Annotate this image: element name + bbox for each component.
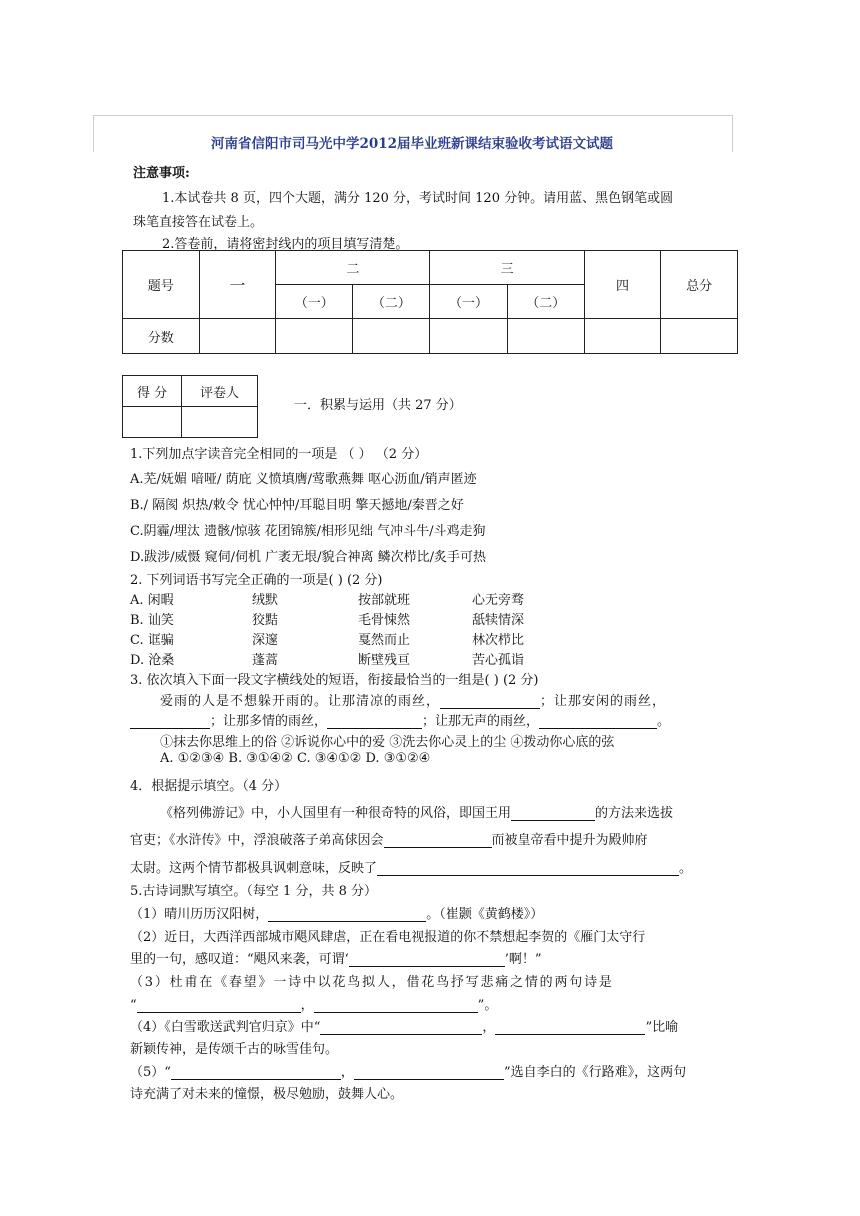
q1-option-d: D.跋涉/威慑 窥伺/伺机 广袤无垠/貌合神离 鳞次栉比/炙手可热 (130, 550, 487, 565)
q3-options: ①抹去你思维上的俗 ②诉说你心中的爱 ③洗去你心灵上的尘 ④拨动你心底的弦 (160, 735, 615, 750)
q2-c-2: 深邃 (252, 633, 279, 648)
grader-defen-label: 得 分 (123, 376, 182, 407)
q3-text-2a: ；让那多情的雨丝， (210, 714, 328, 729)
q2-b-4: 舐犊情深 (472, 613, 525, 628)
q5-p2-line-1: （2）近日，大西洋西部城市飓风肆虐，正在看电视报道的你不禁想起李贺的《雁门太守行 (130, 930, 646, 945)
cell-er-1: （一） (276, 285, 353, 319)
q5-blank-3[interactable] (137, 998, 301, 1013)
q1-option-c: C.阴霾/埋汰 遗骸/惊骇 花团锦簇/相形见绌 气冲斗牛/斗鸡走狗 (130, 524, 486, 539)
q4-text-1b: 的方法来选拔 (595, 806, 674, 821)
q5-stem: 5.古诗词默写填空。（每空 1 分，共 8 分） (130, 884, 377, 899)
q5-p5-text-a: （5）“ (130, 1065, 171, 1080)
q2-c-3: 戛然而止 (358, 633, 411, 648)
q5-p4-line-2: 新颖传神，是传颂千古的咏雪佳句。 (130, 1042, 339, 1057)
q2-stem: 2. 下列词语书写完全正确的一项是( ) (2 分) (130, 573, 383, 588)
cell-san: 三 (430, 251, 584, 285)
cell-zongfen: 总分 (661, 251, 738, 319)
q2-b-1: B. 讪笑 (130, 613, 174, 628)
q4-text-2b: 而被皇帝看中提升为殿帅府 (491, 833, 648, 848)
cell-er: 二 (276, 251, 430, 285)
q4-blank-3[interactable] (377, 861, 679, 876)
q3-blank-2[interactable] (130, 714, 210, 729)
q5-blank-2[interactable] (349, 952, 505, 967)
q5-p1-text-b: 。（崔颢《黄鹤楼》） (426, 907, 544, 922)
q2-d-4: 苦心孤诣 (472, 653, 525, 668)
q3-blank-4[interactable] (539, 714, 657, 729)
q5-p5-text-b: ， (340, 1065, 354, 1080)
q5-p3-line-2 (130, 994, 497, 1013)
q5-p5-line-2: 诗充满了对未来的憧憬，极尽勉励，鼓舞人心。 (130, 1087, 404, 1102)
q5-p4-text-c: ”比喻 (645, 1020, 679, 1035)
q4-text-1a: 《格列佛游记》中，小人国里有一种很奇特的风俗，即国王用 (160, 806, 512, 821)
q4-text-2a: 官吏；《水浒传》中，浮浪破落子弟高俅因会 (130, 833, 384, 848)
grader-table (122, 375, 258, 438)
cell-fenshu: 分数 (123, 319, 200, 354)
score-input-4[interactable] (584, 319, 661, 354)
q4-text-3a: 太尉。这两个情节都极具讽刺意味，反映了 (130, 861, 378, 876)
note-1a: 1.本试卷共 8 页，四个大题，满分 120 分，考试时间 120 分钟。请用蓝、黑色钢笔或圆 (162, 191, 674, 206)
q5-p5-text-c: ”选自李白的《行路难》，这两句 (503, 1065, 687, 1080)
q3-text-1b: ；让那安闲的雨丝， (540, 694, 667, 709)
q3-blank-3[interactable] (327, 714, 422, 729)
q5-blank-1[interactable] (268, 907, 426, 922)
q2-d-1: D. 沧桑 (130, 653, 175, 668)
q5-p3-text-b: “ (130, 998, 137, 1013)
cell-si: 四 (584, 251, 661, 319)
q5-p1 (130, 903, 543, 922)
section-1-heading: 一．积累与运用（共 27 分） (294, 398, 462, 413)
q5-p4-line-1 (130, 1016, 678, 1035)
q2-c-1: C. 诓骗 (130, 633, 174, 648)
q4-line-1 (160, 802, 673, 821)
score-input-1[interactable] (199, 319, 276, 354)
score-input-3a[interactable] (430, 319, 507, 354)
q5-p4-text-a: （4）《白雪歌送武判官归京》中“ (130, 1020, 321, 1035)
score-input-total[interactable] (661, 319, 738, 354)
q2-b-3: 毛骨悚然 (358, 613, 411, 628)
q4-line-2 (130, 829, 648, 848)
q5-p3-text-d: ”。 (477, 998, 498, 1013)
q5-blank-6[interactable] (495, 1020, 645, 1035)
cell-san-1: （一） (430, 285, 507, 319)
q3-text-1a: 爱雨的人是不想躲开雨的。让那清凉的雨丝， (160, 694, 441, 709)
score-input-2a[interactable] (276, 319, 353, 354)
q5-p2-text-b: 里的一句，感叹道：“飓风来袭，可谓‘ (130, 952, 349, 967)
q5-p2-text-c: ’啊！” (504, 952, 542, 967)
cell-er-2: （二） (353, 285, 430, 319)
q1-stem: 1.下列加点字读音完全相同的一项是 （ ） （2 分） (130, 447, 428, 462)
cell-yi: 一 (199, 251, 276, 319)
grader-name-input[interactable] (182, 407, 258, 438)
document-title: 河南省信阳市司马光中学2012届毕业班新课结束验收考试语文试题 (210, 136, 614, 152)
q2-a-3: 按部就班 (358, 593, 411, 608)
q5-blank-5[interactable] (320, 1020, 482, 1035)
q3-stem: 3. 依次填入下面一段文字横线处的短语，衔接最恰当的一组是( ) (2 分) (130, 673, 539, 688)
q5-p3-text-c: ， (300, 998, 314, 1013)
q5-blank-8[interactable] (354, 1065, 504, 1080)
q2-a-1: A. 闲暇 (130, 593, 174, 608)
q1-option-a: A.芜/妩媚 喑哑/ 荫庇 义愤填膺/莺歌燕舞 呕心沥血/销声匿迹 (130, 472, 477, 487)
q3-blank-1[interactable] (440, 694, 540, 709)
q3-text-2b: ；让那无声的雨丝， (422, 714, 540, 729)
q2-a-4: 心无旁骛 (472, 593, 525, 608)
q4-text-3b: 。 (679, 861, 693, 876)
q4-blank-2[interactable] (384, 833, 492, 848)
q2-b-2: 狡黠 (252, 613, 279, 628)
note-2: 2.答卷前，请将密封线内的项目填写清楚。 (162, 237, 409, 252)
cell-san-2: （二） (507, 285, 584, 319)
notes-heading: 注意事项: (133, 166, 190, 181)
grader-defen-input[interactable] (123, 407, 182, 438)
q5-p5-line-1 (130, 1061, 686, 1080)
q4-stem: 4．根据提示填空。（4 分） (130, 779, 288, 794)
score-table (122, 250, 738, 354)
q5-p1-text-a: （1）晴川历历汉阳树， (130, 907, 269, 922)
q3-line-1 (160, 690, 666, 709)
q5-p3-line-1: （3）杜甫在《春望》一诗中以花鸟拟人，借花鸟抒写悲痛之情的两句诗是 (130, 975, 614, 990)
note-1b: 珠笔直接答在试卷上。 (133, 215, 264, 230)
q5-p2-line-2 (130, 948, 542, 967)
q4-line-3 (130, 857, 692, 876)
q3-line-2 (130, 710, 670, 729)
q2-a-2: 绒默 (252, 593, 279, 608)
q5-blank-7[interactable] (171, 1065, 341, 1080)
q3-choices: A. ①②③④ B. ③①④② C. ③④①② D. ③①②④ (160, 751, 431, 766)
q5-blank-4[interactable] (314, 998, 478, 1013)
q2-d-2: 蓬蒿 (252, 653, 279, 668)
q1-option-b: B./ 隔阂 炽热/敕令 忧心忡忡/耳聪目明 擎天撼地/秦晋之好 (130, 498, 464, 513)
score-input-3b[interactable] (507, 319, 584, 354)
grader-pingjuanren-label: 评卷人 (182, 376, 258, 407)
q3-text-2c: 。 (657, 714, 671, 729)
q5-p4-text-b: ， (482, 1020, 496, 1035)
q2-c-4: 林次栉比 (472, 633, 525, 648)
q4-blank-1[interactable] (511, 806, 595, 821)
q2-d-3: 断壁残亘 (358, 653, 411, 668)
score-input-2b[interactable] (353, 319, 430, 354)
cell-tihao: 题号 (123, 251, 200, 319)
